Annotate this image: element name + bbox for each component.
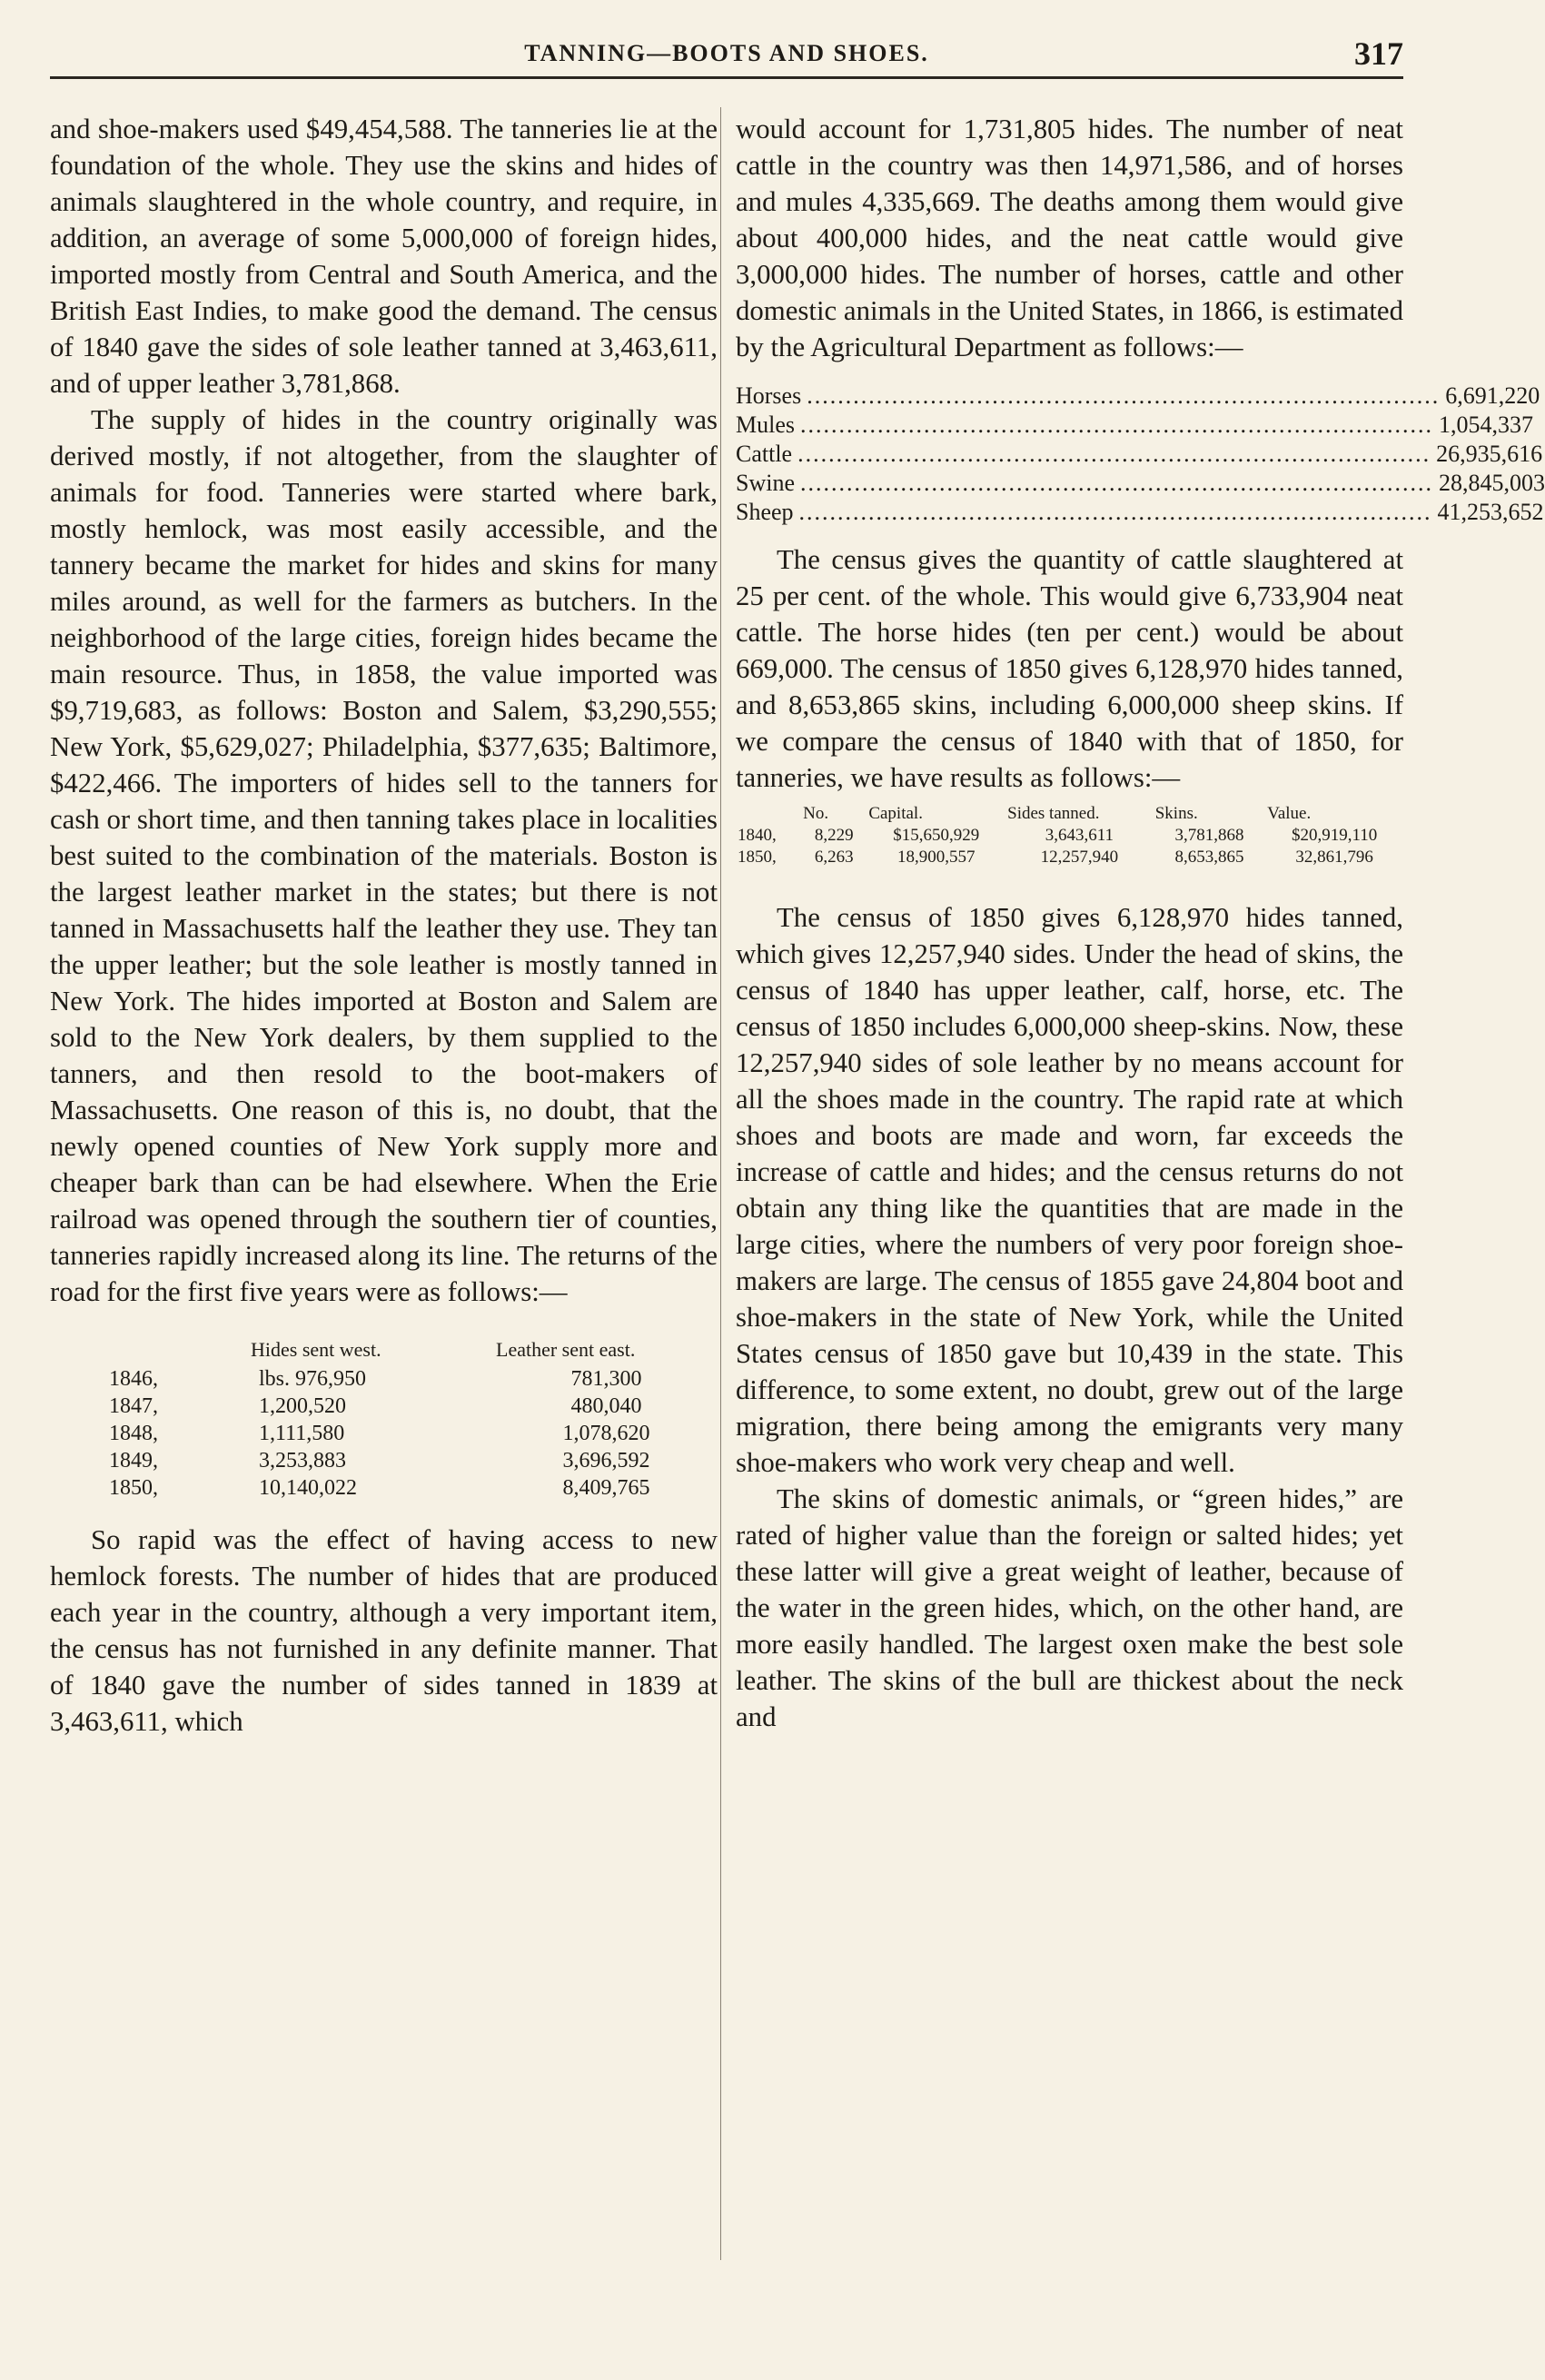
paragraph: would account for 1,731,805 hides. The number of neat cattle in the country was then 14,971,586, and of horses and mules 4,335,669. The deaths among them would give about 400,000 hides, and the neat cattle would give 3,000,000 hides. The number of horses, cattle and other domestic animals in the United States, in 1866, is estimated by the Agricultural Department as follows:— — [736, 114, 1403, 362]
paragraph: The skins of domestic animals, or “green hides,” are rated of higher value than the foreign or salted hides; yet these latter will give a great weight of leather, because of the water in the green hides, which, on the other hand, are more easily handled. The largest oxen make the best sole leather. The skins of the bull are thickest about the neck and — [736, 1483, 1403, 1732]
table-row: 1847, 1,200,520 480,040 — [109, 1394, 642, 1418]
page-number: 317 — [1354, 35, 1403, 72]
table-row: 1850, 6,263 18,900,557 12,257,940 8,653,865 32,861,796 — [738, 848, 1373, 867]
animal-estimates-list — [736, 382, 1545, 527]
paragraph: The census gives the quantity of cattle slaughtered at 25 per cent. of the whole. This would give 6,733,904 neat cattle. The horse hides (ten per cent.) would be about 669,000. The census of 1850 gives 6,128,970 hides tanned, and 8,653,865 skins, including 6,000,000 sheep skins. If we compare the census of 1840 with that of 1850, for tanneries, we have results as follows:— — [736, 544, 1403, 793]
erie-shipments-table — [50, 1335, 718, 1502]
paragraph: So rapid was the effect of having access to new hemlock forests. The number of hides that are produced each year in the country, although a very important item, the census has not furnished in any definite manner. That of 1840 gave the number of sides tanned in 1839 at 3,463,611, which — [50, 1524, 718, 1737]
right-column — [736, 111, 1545, 1735]
paragraph: and shoe-makers used $49,454,588. The tanneries lie at the foundation of the whole. They use the skins and hides of animals slaughtered in the whole country, and require, in addition, an average of some 5,000,000 of foreign hides, imported mostly from Central and South America, and the British East Indies, to make good the demand. The census of 1840 gave the sides of sole leather tanned at 3,463,611, and of upper leather 3,781,868. — [50, 114, 718, 399]
column-header: Leather sent east. — [496, 1338, 636, 1361]
census-comparison-table — [736, 803, 1403, 868]
list-item: Mules .................................................................................. 1,054,337 — [736, 412, 1533, 438]
column-header: Sides tanned. — [1007, 804, 1100, 823]
table-row: 1849, 3,253,883 3,696,592 — [109, 1449, 650, 1473]
list-item: Cattle .................................................................................. 26,935,616 — [736, 441, 1543, 467]
page-header — [50, 35, 1403, 79]
list-item: Sheep .................................................................................. 41,253,652 — [736, 499, 1544, 525]
list-item: Swine .................................................................................. 28,845,003 — [736, 470, 1545, 496]
table-row: 1848, 1,111,580 1,078,620 — [109, 1422, 650, 1445]
column-divider — [720, 107, 721, 2260]
list-item: Horses .................................................................................. 6,691,220 — [736, 382, 1540, 409]
column-header: Value. — [1267, 804, 1312, 823]
left-column — [50, 111, 718, 1740]
paragraph: The supply of hides in the country originally was derived mostly, if not altogether, from the slaughter of animals for food. Tanneries were started where bark, mostly hemlock, was most easily accessible, and the tannery became the market for hides and skins for many miles around, as well for the farmers as butchers. In the neighborhood of the large cities, foreign hides became the main resource. Thus, in 1858, the value imported was $9,719,683, as follows: Boston and Salem, $3,290,555; New York, $5,629,027; Philadelphia, $377,635; Baltimore, $422,466. The importers of hides sell to the tanners for cash or short time, and then tanning takes place in localities best suited to the combination of the materials. Boston is the largest leather market in the states; but there is not tanned in Massachusetts half the leather they use. They tan the upper leather; but the sole leather is mostly tanned in New York. The hides imported at Boston and Salem are sold to the New York dealers, by them supplied to the tanners, and then resold to the boot-makers of Massachusetts. One reason of this is, no doubt, that the newly opened counties of New York supply more and cheaper bark than can be had elsewhere. When the Erie railroad was opened through the southern tier of counties, tanneries rapidly increased along its line. The returns of the road for the first five years were as follows:— — [50, 404, 718, 1307]
table-row: 1846, lbs. 976,950 781,300 — [109, 1367, 642, 1391]
column-header: No. — [803, 804, 829, 823]
table-row: 1840, 8,229 $15,650,929 3,643,611 3,781,868 $20,919,110 — [738, 826, 1378, 845]
column-header: Capital. — [868, 804, 923, 823]
column-header: Skins. — [1154, 804, 1198, 823]
paragraph: The census of 1850 gives 6,128,970 hides tanned, which gives 12,257,940 sides. Under the head of skins, the census of 1840 has upper leather, calf, horse, etc. The census of 1850 includes 6,000,000 sheep-skins. Now, these 12,257,940 sides of sole leather by no means account for all the shoes made in the country. The rapid rate at which shoes and boots are made and worn, far exceeds the increase of cattle and hides; and the census returns do not obtain any thing like the quantities that are made in the large cities, where the numbers of very poor foreign shoe-makers are large. The census of 1855 gave 24,804 boot and shoe-makers in the state of New York, while the United States census of 1850 gave but 10,439 in the state. This difference, to some extent, no doubt, grew out of the large migration, there being among the emigrants very many shoe-makers who work very cheap and well. — [736, 902, 1403, 1478]
column-header: Hides sent west. — [251, 1338, 381, 1361]
running-head: TANNING—BOOTS AND SHOES. — [524, 40, 929, 66]
table-row: 1850, 10,140,022 8,409,765 — [109, 1476, 650, 1500]
